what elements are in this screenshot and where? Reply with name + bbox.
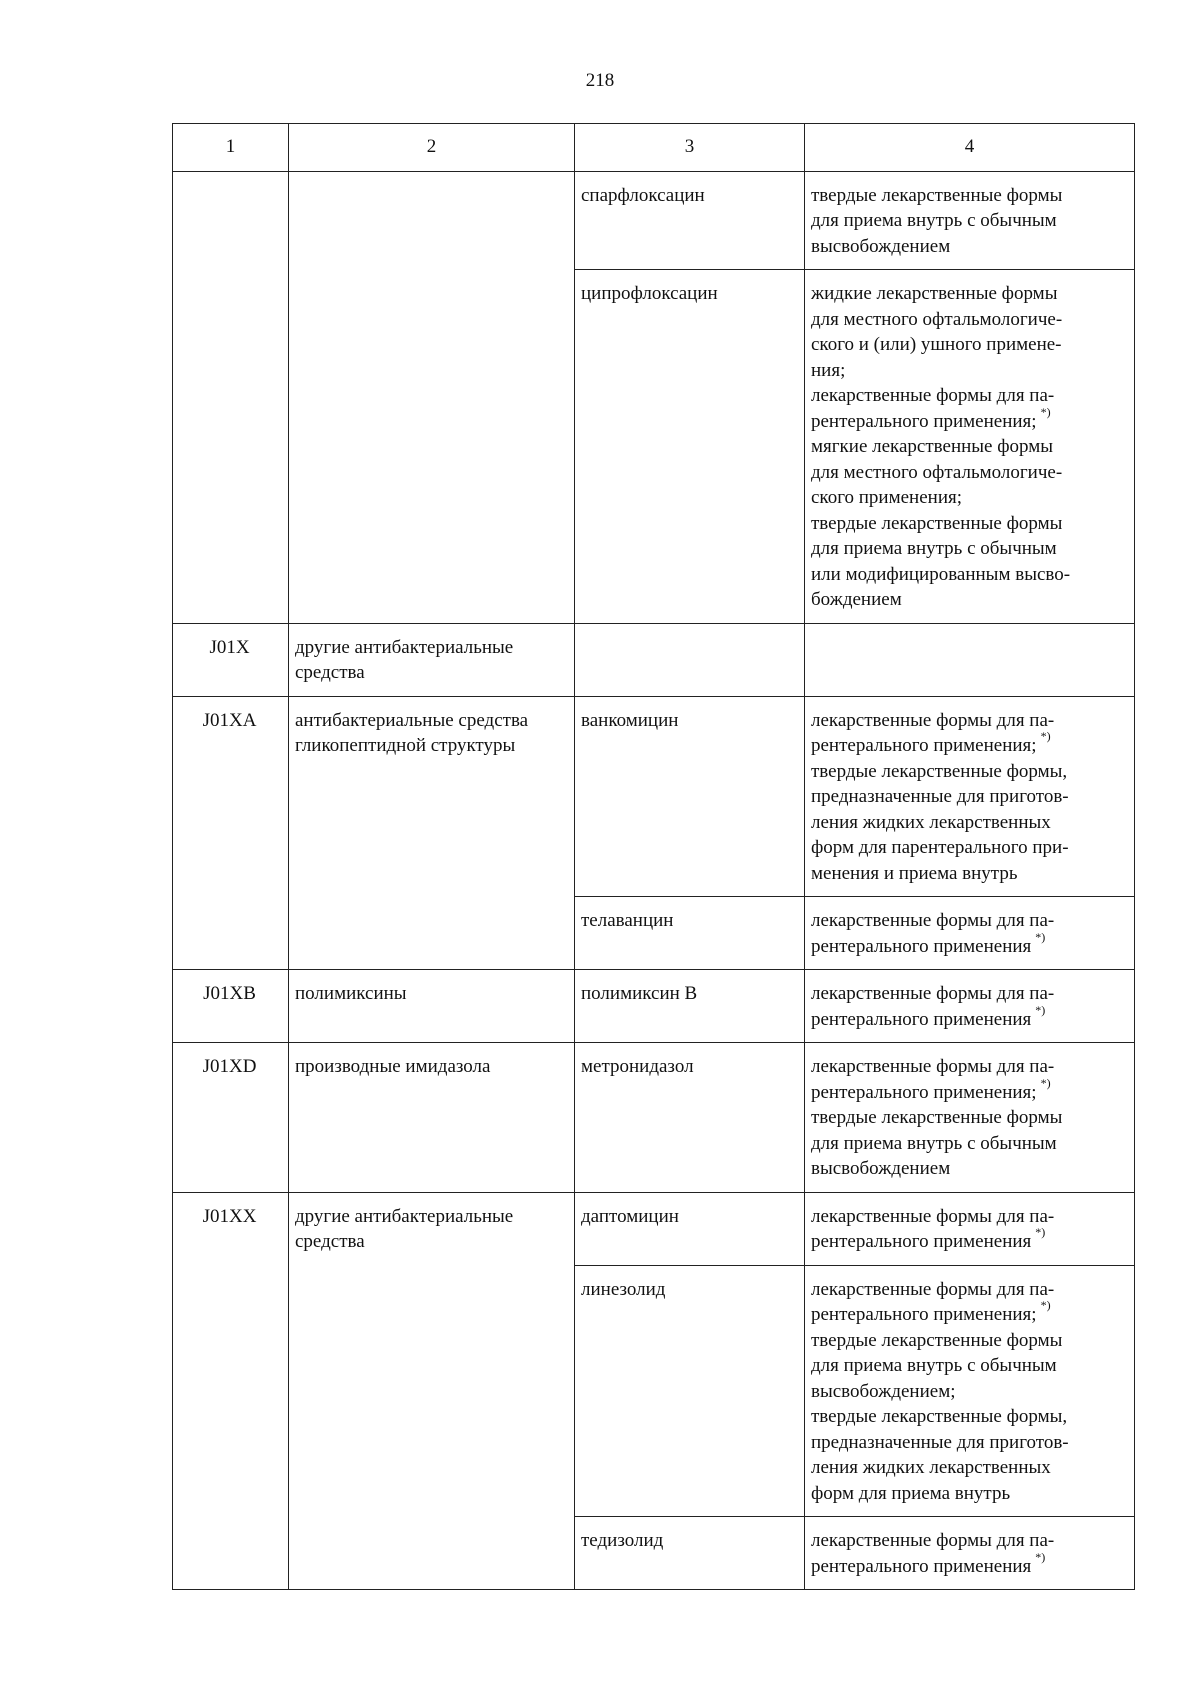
- group-cell: [289, 1043, 575, 1193]
- header-col-3: 3: [575, 124, 805, 172]
- code-cell: J01XB: [173, 970, 289, 1043]
- forms-cell: [805, 696, 1135, 897]
- drug-cell: даптомицин: [575, 1192, 805, 1265]
- form-line: лекарственные формы для па-: [811, 709, 1055, 731]
- drug-cell: метронидазол: [575, 1043, 805, 1193]
- form-line: твердые лекарственные формы: [811, 184, 1063, 206]
- group-cell: [289, 696, 575, 970]
- group-line: другие антибактериальные: [295, 636, 514, 658]
- form-line: лекарственные формы для па-: [811, 910, 1055, 931]
- form-line-with-footnote: [811, 1002, 1126, 1033]
- form-line: форм для парентерального при-: [811, 837, 1069, 858]
- group-cell: [289, 970, 575, 1043]
- form-line: твердые лекарственные формы,: [811, 760, 1068, 782]
- forms-cell: [805, 1265, 1135, 1517]
- group-cell: [289, 1192, 575, 1590]
- forms-cell: [805, 270, 1135, 624]
- forms-cell: [805, 171, 1135, 270]
- form-line: ского применения;: [811, 487, 963, 508]
- form-line: высвобождением;: [811, 1380, 956, 1402]
- group-cell: [289, 623, 575, 696]
- form-line: предназначенные для приготов-: [811, 1431, 1069, 1453]
- form-line: для приема внутрь с обычным: [811, 210, 1057, 231]
- footnote-mark: *): [1035, 1549, 1046, 1564]
- header-row: [173, 124, 1135, 172]
- drug-cell: тедизолид: [575, 1517, 805, 1590]
- group-line: полимиксины: [295, 983, 407, 1004]
- form-line-with-footnote: [811, 1549, 1126, 1580]
- group-line: средства: [295, 1231, 365, 1252]
- form-line-text: рентерального применения: [811, 1231, 1032, 1252]
- form-line-text: рентерального применения;: [811, 1081, 1037, 1103]
- form-line: ского и (или) ушного примене-: [811, 334, 1062, 355]
- footnote-mark: *): [1035, 929, 1046, 944]
- form-line: лекарственные формы для па-: [811, 1205, 1055, 1227]
- form-line: твердые лекарственные формы: [811, 512, 1063, 534]
- table-row: [173, 696, 1135, 897]
- form-line: или модифицированным высво-: [811, 563, 1071, 585]
- form-line: бождением: [811, 589, 902, 610]
- form-line: ния;: [811, 359, 846, 381]
- drug-table: [172, 123, 1135, 1590]
- group-line: производные имидазола: [295, 1056, 491, 1077]
- footnote-mark: *): [1040, 404, 1051, 419]
- form-line: лекарственные формы для па-: [811, 385, 1055, 406]
- form-line: для местного офтальмологиче-: [811, 308, 1063, 330]
- forms-cell: [805, 623, 1135, 696]
- drug-cell: спарфлоксацин: [575, 171, 805, 270]
- code-cell: J01XA: [173, 696, 289, 970]
- table-row: [173, 1043, 1135, 1193]
- form-line: твердые лекарственные формы: [811, 1107, 1063, 1128]
- form-line: высвобождением: [811, 1158, 951, 1179]
- form-line-text: рентерального применения;: [811, 735, 1037, 756]
- form-line-with-footnote: [811, 1298, 1126, 1328]
- form-line: для местного офтальмологиче-: [811, 461, 1063, 483]
- forms-cell: [805, 897, 1135, 970]
- form-line: для приема внутрь с обычным: [811, 1132, 1057, 1154]
- form-line-with-footnote: [811, 929, 1126, 960]
- form-line: для приема внутрь с обычным: [811, 1355, 1057, 1376]
- forms-cell: [805, 1517, 1135, 1590]
- form-line: твердые лекарственные формы: [811, 1329, 1063, 1351]
- form-line: высвобождением: [811, 235, 951, 257]
- form-line: твердые лекарственные формы,: [811, 1406, 1068, 1427]
- drug-cell: [575, 623, 805, 696]
- page-number: 218: [585, 70, 615, 91]
- footnote-mark: *): [1035, 1002, 1046, 1017]
- code-cell: J01X: [173, 623, 289, 696]
- code-cell: [173, 171, 289, 623]
- form-line-text: рентерального применения: [811, 1008, 1032, 1030]
- footnote-mark: *): [1040, 1298, 1051, 1312]
- drug-cell: телаванцин: [575, 897, 805, 970]
- drug-cell: линезолид: [575, 1265, 805, 1517]
- code-cell: J01XX: [173, 1192, 289, 1590]
- form-line: жидкие лекарственные формы: [811, 283, 1058, 304]
- form-line: мягкие лекарственные формы: [811, 436, 1054, 457]
- table-row: [173, 1192, 1135, 1265]
- drug-cell: полимиксин В: [575, 970, 805, 1043]
- form-line-text: рентерального применения;: [811, 410, 1037, 432]
- form-line: менения и приема внутрь: [811, 862, 1018, 884]
- form-line-with-footnote: [811, 1225, 1126, 1255]
- code-cell: J01XD: [173, 1043, 289, 1193]
- table-row: [173, 623, 1135, 696]
- group-line: антибактериальные средства: [295, 709, 529, 731]
- form-line: форм для приема внутрь: [811, 1482, 1011, 1504]
- form-line-with-footnote: [811, 1075, 1126, 1106]
- form-line-text: рентерального применения: [811, 1555, 1032, 1577]
- forms-cell: [805, 970, 1135, 1043]
- group-line: средства: [295, 662, 365, 683]
- form-line-with-footnote: [811, 404, 1126, 435]
- footnote-mark: *): [1040, 1075, 1051, 1090]
- header-col-4: 4: [805, 124, 1135, 172]
- form-line: ления жидких лекарственных: [811, 811, 1051, 833]
- group-line: гликопептидной структуры: [295, 735, 516, 756]
- drug-cell: ципрофлоксацин: [575, 270, 805, 624]
- footnote-mark: *): [1035, 1225, 1046, 1239]
- form-line-text: рентерального применения;: [811, 1304, 1037, 1325]
- form-line-with-footnote: [811, 729, 1126, 759]
- form-line: лекарственные формы для па-: [811, 1278, 1055, 1300]
- group-cell: [289, 171, 575, 623]
- form-line-text: рентерального применения: [811, 935, 1032, 957]
- form-line: предназначенные для приготов-: [811, 786, 1069, 807]
- form-line: для приема внутрь с обычным: [811, 538, 1057, 559]
- footnote-mark: *): [1040, 729, 1051, 743]
- header-col-1: 1: [173, 124, 289, 172]
- form-line: ления жидких лекарственных: [811, 1457, 1051, 1478]
- drug-cell: ванкомицин: [575, 696, 805, 897]
- table-row: [173, 171, 1135, 270]
- group-line: другие антибактериальные: [295, 1205, 514, 1227]
- form-line: лекарственные формы для па-: [811, 1056, 1055, 1077]
- forms-cell: [805, 1043, 1135, 1193]
- form-line: лекарственные формы для па-: [811, 1530, 1055, 1551]
- forms-cell: [805, 1192, 1135, 1265]
- table-row: [173, 970, 1135, 1043]
- header-col-2: 2: [289, 124, 575, 172]
- form-line: лекарственные формы для па-: [811, 983, 1055, 1004]
